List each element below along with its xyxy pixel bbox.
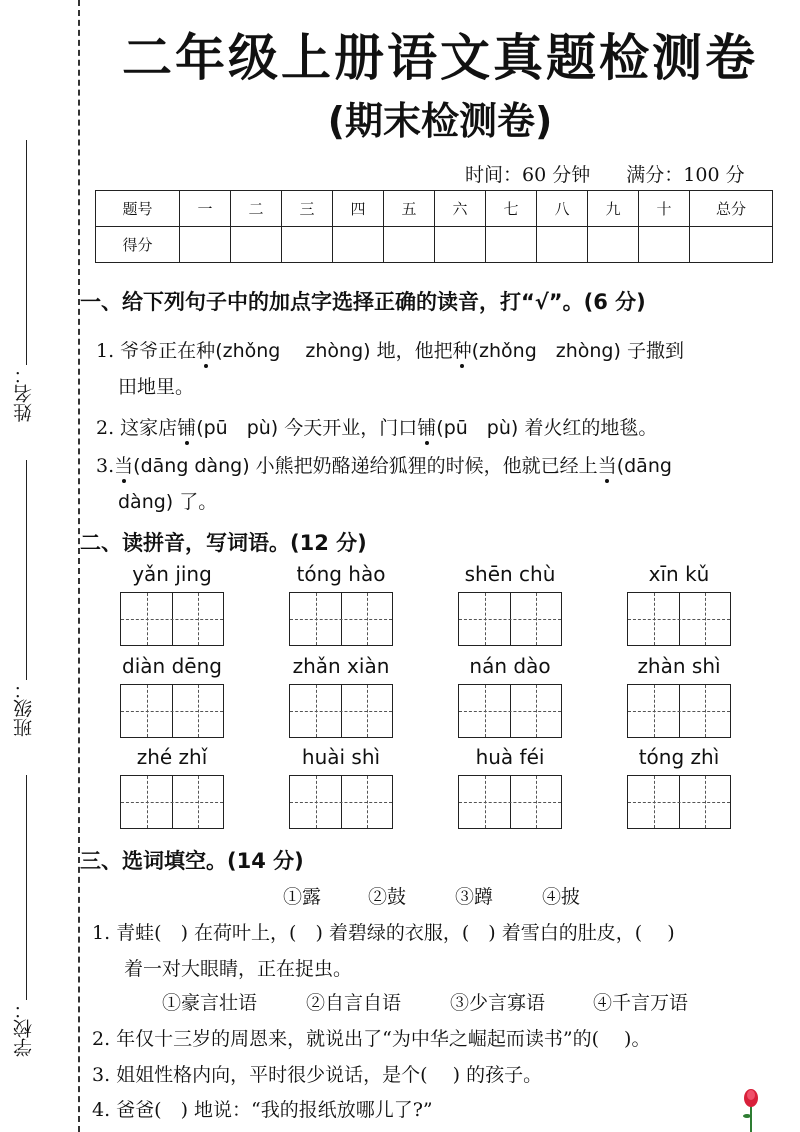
- dotted-char: 当: [597, 455, 617, 477]
- writing-grid[interactable]: [120, 592, 224, 646]
- writing-grid[interactable]: [627, 775, 731, 829]
- pinyin-label: shēn chù: [464, 562, 556, 586]
- q2-text: 2. 这家店: [96, 417, 178, 439]
- pinyin-label: tóng zhì: [638, 745, 720, 769]
- score-cell[interactable]: [639, 227, 690, 263]
- q2-pinyin-text[interactable]: (pū pù) 今天开业，门口: [196, 417, 418, 439]
- table-cell: 三: [282, 191, 333, 227]
- score-cell[interactable]: [333, 227, 384, 263]
- pinyin-label: huà féi: [475, 745, 545, 769]
- table-cell: 六: [435, 191, 486, 227]
- pinyin-label: zhǎn xiàn: [292, 654, 390, 678]
- q1-pinyin-text[interactable]: (zhǒng zhòng) 地，他把: [215, 340, 453, 362]
- writing-grid[interactable]: [120, 684, 224, 738]
- binding-strip: [0, 0, 78, 1132]
- dotted-char: 当: [114, 455, 134, 477]
- q3-text: 3.: [96, 455, 115, 477]
- writing-grid[interactable]: [627, 684, 731, 738]
- score-cell[interactable]: [282, 227, 333, 263]
- section3-title: 三、选词填空。(14 分): [80, 849, 304, 873]
- writing-grid[interactable]: [289, 775, 393, 829]
- score-cell[interactable]: [231, 227, 282, 263]
- table-cell: 一: [180, 191, 231, 227]
- question-number-row: [96, 191, 773, 227]
- section1-q2: [96, 413, 657, 440]
- score-row: [96, 227, 773, 263]
- section3-q1[interactable]: 1. 青蛙( ) 在荷叶上，( ) 着碧绿的衣服，( ) 着雪白的肚皮，( ): [92, 922, 675, 944]
- writing-grid[interactable]: [458, 775, 562, 829]
- score-cell[interactable]: [537, 227, 588, 263]
- table-cell: 九: [588, 191, 639, 227]
- writing-grid[interactable]: [627, 592, 731, 646]
- table-cell: 七: [486, 191, 537, 227]
- score-cell[interactable]: [384, 227, 435, 263]
- section1-q3: [96, 451, 672, 478]
- school-label: 学校：: [13, 1000, 35, 1057]
- writing-grid[interactable]: [289, 592, 393, 646]
- pinyin-label: diàn dēng: [122, 654, 222, 678]
- score-table: [95, 190, 773, 263]
- table-cell: 八: [537, 191, 588, 227]
- writing-grid[interactable]: [120, 775, 224, 829]
- pinyin-label: nán dào: [469, 654, 551, 678]
- exam-meta: [465, 160, 775, 187]
- section1-q1: [96, 336, 684, 363]
- option-item: ②鼓: [368, 886, 407, 908]
- dotted-char: 铺: [177, 417, 197, 439]
- section3-q1-cont: 着一对大眼睛，正在捉虫。: [124, 958, 353, 980]
- q1-text: 1. 爷爷正在: [96, 340, 197, 362]
- table-cell: 五: [384, 191, 435, 227]
- option-item: ④披: [542, 886, 581, 908]
- option-item: ①露: [283, 886, 322, 908]
- section2-title: 二、读拼音，写词语。(12 分): [80, 531, 367, 555]
- name-line[interactable]: [26, 140, 27, 365]
- table-cell: 二: [231, 191, 282, 227]
- school-line[interactable]: [26, 775, 27, 1000]
- score-cell[interactable]: [690, 227, 773, 263]
- section3-q3[interactable]: 3. 姐姐性格内向，平时很少说话，是个( ) 的孩子。: [92, 1064, 543, 1086]
- name-label: 姓名：: [13, 365, 35, 422]
- score-cell[interactable]: [588, 227, 639, 263]
- writing-grid[interactable]: [458, 684, 562, 738]
- option-item: ②自言自语: [306, 992, 402, 1014]
- section1-q3-cont[interactable]: dàng) 了。: [118, 491, 218, 513]
- table-cell: 十: [639, 191, 690, 227]
- table-cell: 四: [333, 191, 384, 227]
- class-label: 班级：: [13, 680, 35, 737]
- option-item: ③蹲: [455, 886, 494, 908]
- q3-pinyin-text[interactable]: (dāng: [616, 455, 672, 477]
- time-limit: 时间：60 分钟: [465, 164, 591, 186]
- full-score: 满分：100 分: [626, 164, 745, 186]
- dotted-char: 铺: [417, 417, 437, 439]
- q1-pinyin-text[interactable]: (zhǒng zhòng) 子撒到: [471, 340, 684, 362]
- score-cell[interactable]: [486, 227, 537, 263]
- pinyin-label: tóng hào: [296, 562, 386, 586]
- section1-title: 一、给下列句子中的加点字选择正确的读音，打“√”。(6 分): [80, 290, 646, 314]
- table-cell: 题号: [96, 191, 180, 227]
- binding-dashed-line: [78, 0, 80, 1132]
- option-item: ③少言寡语: [450, 992, 546, 1014]
- page-title: 二年级上册语文真题检测卷: [122, 29, 758, 87]
- class-line[interactable]: [26, 460, 27, 680]
- pinyin-label: yǎn jing: [132, 562, 212, 586]
- table-cell: 总分: [690, 191, 773, 227]
- table-cell: 得分: [96, 227, 180, 263]
- score-cell[interactable]: [435, 227, 486, 263]
- option-item: ④千言万语: [593, 992, 689, 1014]
- option-item: ①豪言壮语: [162, 992, 258, 1014]
- pinyin-label: zhé zhǐ: [136, 745, 208, 769]
- pinyin-label: huài shì: [301, 745, 381, 769]
- pinyin-label: zhàn shì: [637, 654, 721, 678]
- pinyin-label: xīn kǔ: [648, 562, 710, 586]
- q3-pinyin-text[interactable]: (dāng dàng) 小熊把奶酪递给狐狸的时候，他就已经上: [133, 455, 598, 477]
- writing-grid[interactable]: [458, 592, 562, 646]
- score-cell[interactable]: [180, 227, 231, 263]
- section3-q4[interactable]: 4. 爸爸( ) 地说：“我的报纸放哪儿了?”: [92, 1099, 433, 1121]
- dotted-char: 种: [452, 340, 472, 362]
- page-subtitle: (期末检测卷): [327, 99, 553, 143]
- dotted-char: 种: [196, 340, 216, 362]
- writing-grid[interactable]: [289, 684, 393, 738]
- section3-q2[interactable]: 2. 年仅十三岁的周恩来，就说出了“为中华之崛起而读书”的( )。: [92, 1028, 651, 1050]
- q2-pinyin-text[interactable]: (pū pù) 着火红的地毯。: [436, 417, 658, 439]
- section1-q1-cont: 田地里。: [118, 376, 195, 398]
- flower-icon: [740, 1088, 762, 1132]
